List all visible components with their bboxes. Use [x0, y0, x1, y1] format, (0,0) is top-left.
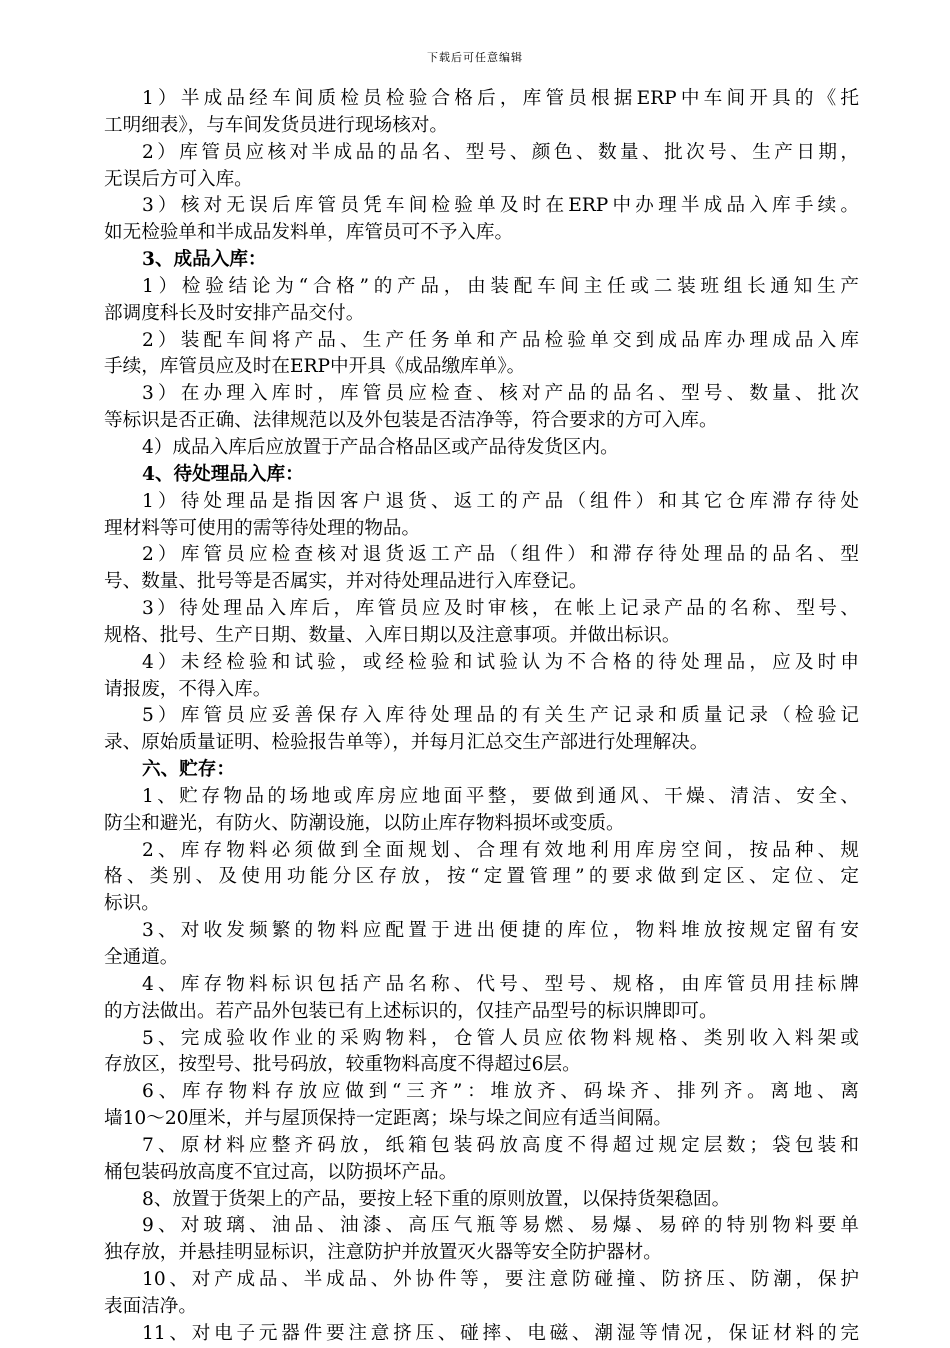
text-line: 表面洁净。: [104, 1295, 197, 1317]
text-line: 1、贮存物品的场地或库房应地面平整，要做到通风、干燥、清洁、安全、: [142, 785, 859, 807]
text-line: 3）核对无误后库管员凭车间检验单及时在ERP中办理半成品入库手续。: [142, 195, 859, 217]
text-line: 理材料等可使用的需等待处理的物品。: [104, 517, 421, 539]
text-line: 存放区，按型号、批号码放，较重物料高度不得超过6层。: [104, 1054, 581, 1076]
text-line: 号、数量、批号等是否属实，并对待处理品进行入库登记。: [104, 571, 588, 593]
text-line: 3）在办理入库时，库管员应检查、核对产品的品名、型号、数量、批次: [142, 383, 859, 405]
text-line: 如无检验单和半成品发料单，库管员可不予入库。: [104, 222, 514, 244]
text-line: 7、原材料应整齐码放，纸箱包装码放高度不得超过规定层数；袋包装和: [142, 1134, 859, 1156]
text-line: 防尘和避光，有防火、防潮设施，以防止库存物料损坏或变质。: [104, 812, 625, 834]
text-line: 桶包装码放高度不宜过高，以防损坏产品。: [104, 1161, 458, 1183]
text-line: 6、库存物料存放应做到“三齐”：堆放齐、码垛齐、排列齐。离地、离: [142, 1081, 859, 1103]
text-line: 1）半成品经车间质检员检验合格后，库管员根据ERP中车间开具的《托: [142, 88, 859, 109]
text-line: 的方法做出。若产品外包装已有上述标识的，仅挂产品型号的标识牌即可。: [104, 1000, 718, 1022]
text-line: 工明细表》，与车间发货员进行现场核对。: [104, 114, 448, 136]
text-line: 格、类别、及使用功能分区存放，按“定置管理”的要求做到定区、定位、定: [104, 866, 859, 888]
section-heading: 3、成品入库：: [142, 249, 267, 271]
text-line: 录、原始质量证明、检验报告单等），并每月汇总交生产部进行处理解决。: [104, 732, 709, 754]
text-line: 墙10～20厘米，并与屋顶保持一定距离；垛与垛之间应有适当间隔。: [104, 1108, 672, 1130]
text-line: 手续，库管员应及时在ERP中开具《成品缴库单》。: [104, 356, 526, 378]
text-line: 5、完成验收作业的采购物料，仓管人员应依物料规格、类别收入料架或: [142, 1027, 859, 1049]
text-line: 4、库存物料标识包括产品名称、代号、型号、规格，由库管员用挂标牌: [142, 973, 859, 995]
section-heading: 六、贮存：: [142, 759, 235, 781]
text-line: 4）成品入库后应放置于产品合格品区或产品待发货区内。: [142, 436, 619, 458]
text-line: 1）检验结论为“合格”的产品，由装配车间主任或二装班组长通知生产: [142, 275, 859, 297]
page-header: 下载后可任意编辑: [427, 51, 523, 64]
text-line: 部调度科长及时安排产品交付。: [104, 302, 365, 324]
text-line: 请报废，不得入库。: [104, 678, 272, 700]
text-line: 10、对产成品、半成品、外协件等，要注意防碰撞、防挤压、防潮，保护: [142, 1269, 859, 1291]
text-line: 标识。: [104, 893, 160, 915]
text-line: 2）库管员应检查核对退货返工产品（组件）和滞存待处理品的品名、型: [142, 544, 859, 566]
text-line: 独存放，并悬挂明显标识，注意防护并放置灭火器等安全防护器材。: [104, 1242, 662, 1264]
text-line: 9、对玻璃、油品、油漆、高压气瓶等易燃、易爆、易碎的特别物料要单: [142, 1215, 859, 1237]
text-line: 4）未经检验和试验，或经检验和试验认为不合格的待处理品，应及时申: [142, 651, 859, 673]
text-line: 5）库管员应妥善保存入库待处理品的有关生产记录和质量记录（检验记: [142, 705, 859, 727]
text-line: 规格、批号、生产日期、数量、入库日期以及注意事项。并做出标识。: [104, 624, 681, 646]
document-body: [104, 86, 859, 1348]
text-line: 11、对电子元器件要注意挤压、碰摔、电磁、潮湿等情况，保证材料的完: [142, 1322, 859, 1344]
text-line: 8、放置于货架上的产品，要按上轻下重的原则放置，以保持货架稳固。: [142, 1188, 731, 1210]
text-line: 等标识是否正确、法律规范以及外包装是否洁净等，符合要求的方可入库。: [104, 410, 718, 432]
text-line: 2、库存物料必须做到全面规划、合理有效地利用库房空间，按品种、规: [142, 839, 859, 861]
text-line: 3）待处理品入库后，库管员应及时审核，在帐上记录产品的名称、型号、: [142, 598, 859, 620]
section-heading: 4、待处理品入库：: [142, 463, 304, 485]
text-line: 1）待处理品是指因客户退货、返工的产品（组件）和其它仓库滞存待处: [142, 490, 859, 512]
text-line: 全通道。: [104, 947, 179, 968]
text-line: 2）库管员应核对半成品的品名、型号、颜色、数量、批次号、生产日期，: [142, 141, 859, 163]
text-line: 3、对收发频繁的物料应配置于进出便捷的库位，物料堆放按规定留有安: [142, 920, 859, 942]
text-line: 2）装配车间将产品、生产任务单和产品检验单交到成品库办理成品入库: [142, 329, 859, 351]
text-line: 无误后方可入库。: [104, 168, 253, 190]
